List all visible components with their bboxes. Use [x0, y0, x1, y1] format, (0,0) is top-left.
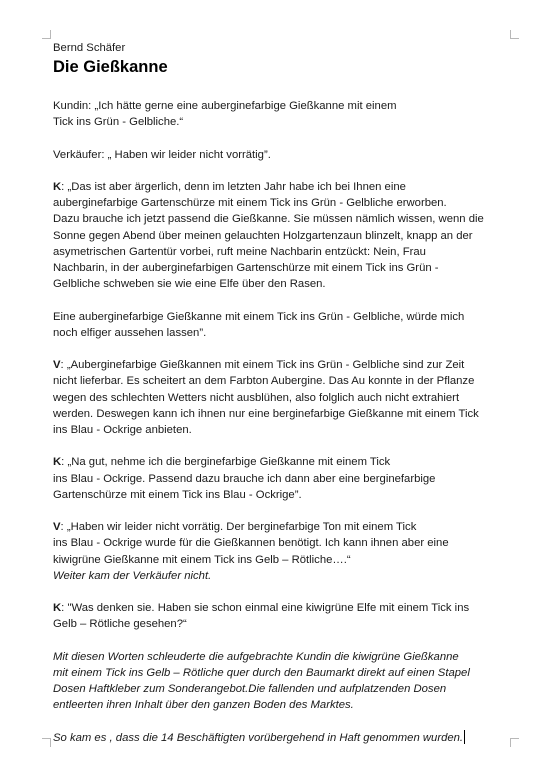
margin-mark-bottom-right: [510, 738, 519, 747]
margin-mark-bottom-left: [42, 738, 51, 747]
speaker-label: K: [53, 602, 62, 615]
text-line: ins Blau - Ockrige wurde für die Gießkannen benötigt. Ich kann ihnen aber eine: [53, 537, 449, 550]
paragraph-verkaeufer-1: [53, 147, 503, 163]
speech-start: : "Was denken sie. Haben sie schon einmal eine kiwigrüne Elfe mit einem Tick ins: [61, 602, 470, 615]
text-line: [53, 519, 503, 535]
text-line: ins Blau - Ockrige anbieten.: [53, 424, 192, 436]
speaker-label: V: [53, 521, 61, 534]
text-line: entleerten ihren Inhalt über den ganzen Boden des Marktes.: [53, 699, 354, 712]
text-line: kiwigrüne Gießkanne mit einem Tick ins Gelb – Rötliche….“: [53, 553, 351, 566]
speaker-label: K: [53, 180, 62, 193]
text-line: Tick ins Grün - Gelbliche.“: [53, 116, 184, 129]
text-line: nicht lieferbar. Es scheitert an dem Farbton Aubergine. Das Au konnte in der Pflanze: [53, 375, 475, 388]
speech-start: : „Haben wir leider nicht vorrätig. Der berginefarbige Ton mit einem Tick: [60, 521, 417, 534]
text-line: Kundin: „Ich hätte gerne eine auberginefarbige Gießkanne mit einem: [53, 100, 397, 112]
text-line: Gelb – Rötliche gesehen?“: [53, 618, 187, 631]
paragraph-v-2: [53, 519, 503, 584]
paragraph-kundin-1: [53, 98, 503, 130]
text-line: Eine auberginefarbige Gießkanne mit einem Tick ins Grün - Gelbliche, würde mich: [53, 310, 465, 323]
text-cursor: [464, 730, 465, 744]
speech-start: : „Na gut, nehme ich die berginefarbige Gießkanne mit einem Tick: [61, 456, 391, 469]
text-line: Sonne gegen Abend über meinen gelauchten Holzgartenzaun blinzelt, knapp an der: [53, 229, 473, 242]
document-body[interactable]: [53, 40, 503, 762]
margin-mark-top-right: [510, 30, 519, 39]
text-line: [53, 600, 503, 616]
paragraph-narration-2: [53, 730, 503, 746]
margin-mark-top-left: [42, 30, 51, 39]
text-line: Verkäufer: „ Haben wir leider nicht vorrätig”.: [53, 148, 271, 161]
paragraph-k-2: [53, 454, 503, 503]
text-line: Mit diesen Worten schleuderte die aufgebrachte Kundin die kiwigrüne Gießkanne: [53, 650, 459, 663]
text-line: Nachbarin, in der auberginefarbigen Gartenschürze mit einem Tick ins Grün -: [53, 262, 439, 274]
paragraph-list: [53, 98, 503, 746]
document-title: Die Gießkanne: [53, 58, 168, 76]
text-line: asymetrischen Gartentür vorbei, ruft meine Nachbarin entzückt: Nein, Frau: [53, 245, 426, 258]
speaker-label: K: [53, 456, 62, 469]
text-line: [53, 357, 503, 373]
text-line: werden. Deswegen kann ich ihnen nur eine berginefarbige Gießkanne mit einem Tick: [53, 407, 479, 420]
speaker-label: V: [53, 359, 61, 372]
text-line: So kam es , dass die 14 Beschäftigten vorübergehend in Haft genommen wurden.: [53, 731, 464, 744]
speech-start: : „Das ist aber ärgerlich, denn im letzten Jahr habe ich bei Ihnen eine: [61, 180, 406, 193]
text-line: Dazu brauche ich jetzt passend die Gießkanne. Sie müssen nämlich wissen, wenn die: [53, 213, 484, 226]
text-line: [53, 454, 503, 470]
text-line: Weiter kam der Verkäufer nicht.: [53, 569, 212, 582]
paragraph-k-1: [53, 179, 503, 292]
speech-start: : „Auberginefarbige Gießkannen mit einem Tick ins Grün - Gelbliche sind zur Zeit: [60, 359, 465, 372]
text-line: Gelbliche schweben sie wie eine Elfe über den Rasen.: [53, 278, 326, 291]
text-line: wegen des schlechten Wetters nicht ausblühen, also folglich auch nicht extrahiert: [53, 391, 460, 404]
paragraph-k-1b: [53, 309, 503, 341]
text-line: Dosen Haftkleber zum Sonderangebot.Die fallenden und aufplatzenden Dosen: [53, 683, 447, 696]
text-line: auberginefarbige Gartenschürze mit einem Tick ins Grün - Gelbliche erworben.: [53, 197, 447, 210]
paragraph-v-1: [53, 357, 503, 438]
text-line: ins Blau - Ockrige. Passend dazu brauche ich dann aber eine berginefarbige: [53, 472, 436, 485]
text-line: noch elfiger aussehen lassen”.: [53, 326, 207, 339]
paragraph-narration-1: [53, 649, 503, 714]
text-line: mit einem Tick ins Gelb – Rötliche quer durch den Baumarkt direkt auf einen Stapel: [53, 666, 470, 679]
text-line: Gartenschürze mit einem Tick ins Blau - Ockrige”.: [53, 488, 302, 501]
author-name: Bernd Schäfer: [53, 42, 126, 54]
text-line: [53, 179, 503, 195]
paragraph-k-3: [53, 600, 503, 632]
